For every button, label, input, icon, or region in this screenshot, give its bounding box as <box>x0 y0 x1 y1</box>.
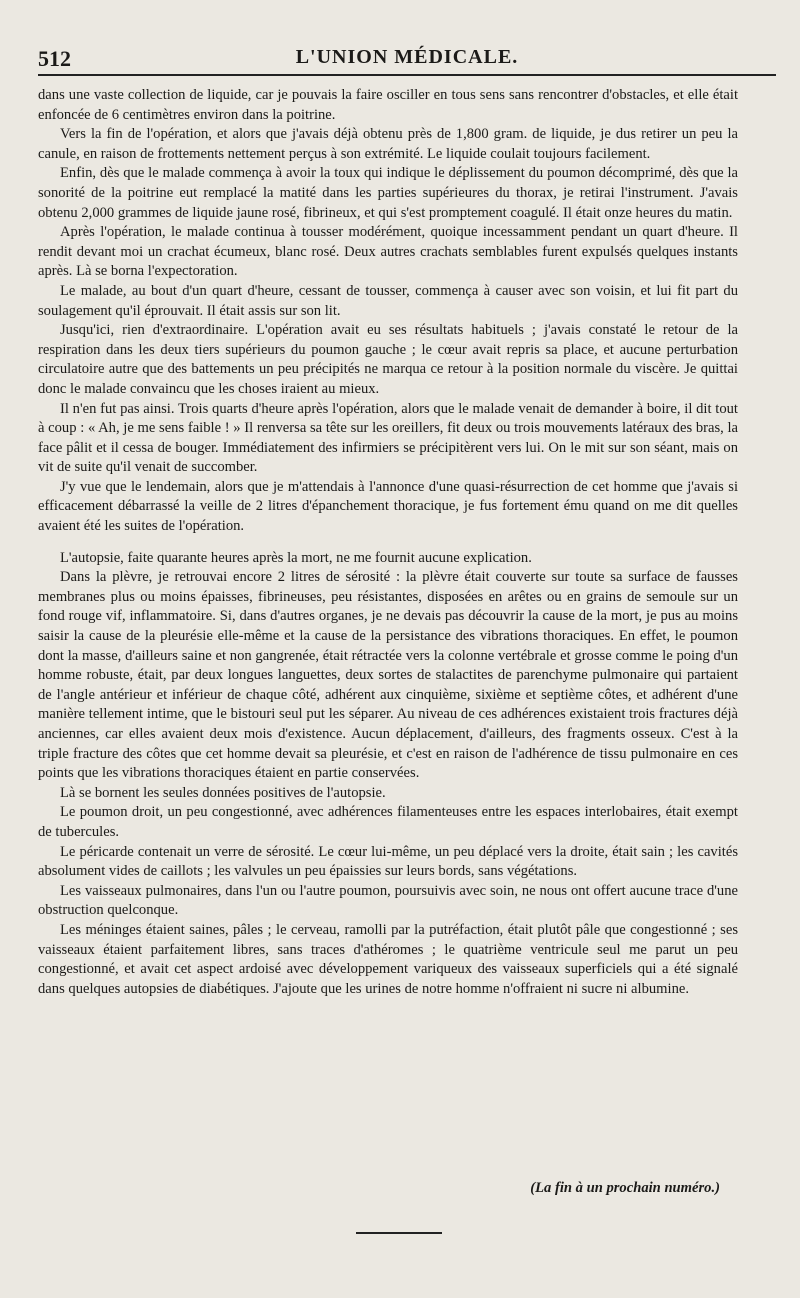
paragraph: Vers la fin de l'opération, et alors que j'avais déjà obtenu près de 1,800 gram. de liquide, je dus retirer un peu la canule, en raison de frottements nettement perçus à son extrémité. Le liquide coulait toujours facilement. <box>38 126 738 162</box>
paragraph: Le péricarde contenait un verre de sérosité. Le cœur lui-même, un peu déplacé vers la droite, était sain ; les cavités absolument vides de caillots ; les valvules un peu épaissies sur leurs bords, sans végétations. <box>38 843 738 880</box>
paragraph: Les vaisseaux pulmonaires, dans l'un ou l'autre poumon, poursuivis avec soin, ne nous ont offert aucune trace d'une obstruction quelconque. <box>38 882 738 919</box>
article-body <box>38 86 738 999</box>
paragraph: Là se bornent les seules données positives de l'autopsie. <box>60 784 386 801</box>
paragraph: Après l'opération, le malade continua à tousser modérément, quoique incessamment pendant un quart d'heure. Il rendit devant moi un crachat écumeux, blanc rosé. Deux autres crachats semblables furent expulsés quelques instants après. Là se borna l'expectoration. <box>38 224 738 280</box>
page-header <box>38 44 776 76</box>
journal-title: L'UNION MÉDICALE. <box>295 46 519 68</box>
paragraph: J'y vue que le lendemain, alors que je m'attendais à l'annonce d'une quasi-résurrection de cet homme que j'avais si efficacement débarrassé la veille de 2 litres d'épanchement thoracique, je fus fortement ému quand on me dit quelles avaient été les suites de l'opération. <box>38 478 738 535</box>
paragraph: Le poumon droit, un peu congestionné, avec adhérences filamenteuses entre les espaces interlobaires, était exempt de tubercules. <box>38 804 738 840</box>
continuation-note: (La fin à un prochain numéro.) <box>530 1180 720 1196</box>
page-number: 512 <box>38 46 71 71</box>
paragraph: Dans la plèvre, je retrouvai encore 2 litres de sérosité : la plèvre était couverte sur toute sa surface de fausses membranes plus ou moins épaisses, fibrineuses, peu résistantes, disposées en arêtes ou en grains de semoule sur un fond rouge vif, inflammatoire. Si, dans d'autres organes, je ne devais pas découvrir la cause de la mort, je pus au moins saisir la cause de la pleurésie elle-même et la cause de la persistance des vibrations thoraciques. En effet, le poumon dont la masse, d'ailleurs saine et non gangrenée, était rétractée vers la colonne vertébrale et grosse comme le poing d'un homme robuste, était, par deux longues languettes, deux sortes de stalactites de parenchyme pulmonaire qui partaient de l'angle antérieur et inférieur de chaque côté, adhérent aux cinquième, sixième et septième côtes, et adhérent d'une manière tellement intime, que le bistouri seul put les séparer. Au niveau de ces adhérences existaient trois fractures déjà anciennes, car elles avaient deux mois d'existence. Aucun déplacement, d'ailleurs, des fragments osseux. C'est à la triple fracture des côtes que cet homme devait sa pleurésie, et c'est en raison de l'adhérence de tissu pulmonaire en ces points que les vibrations thoraciques étaient en partie conservées. <box>38 569 738 782</box>
paragraph: Il n'en fut pas ainsi. Trois quarts d'heure après l'opération, alors que le malade venait de demander à boire, il dit tout à coup : « Ah, je me sens faible ! » Il renversa sa tête sur les oreillers, fit deux ou trois mouvements latéraux des bras, la face pâlit et il cessa de bouger. Immédiatement des infirmiers se précipitèrent vers lui. On le mit sur son séant, mais on vit de suite qu'il venait de succomber. <box>38 400 738 476</box>
paragraph: L'autopsie, faite quarante heures après la mort, ne me fournit aucune explication. <box>60 549 532 566</box>
paragraph: Jusqu'ici, rien d'extraordinaire. L'opération avait eu ses résultats habituels ; j'avais constaté le retour de la respiration dans les deux tiers supérieurs du poumon gauche ; le cœur avait repris sa place, et aucune perturbation circulatoire autre que des battements un peu précipités ne marqua ce retour à la position normale du viscère. Je quittai donc le malade convaincu que les choses iraient au mieux. <box>38 322 738 397</box>
paragraph: dans une vaste collection de liquide, car je pouvais la faire osciller en tous sens sans rencontrer d'obstacles, et elle était enfoncée de 6 centimètres environ dans la poitrine. <box>38 87 738 123</box>
paragraph: Les méninges étaient saines, pâles ; le cerveau, ramolli par la putréfaction, était plutôt pâle que congestionné ; ses vaisseaux étaient parfaitement libres, sans traces d'athéromes ; le quatrième ventricule seul me parut un peu congestionné, et avait cet aspect ardoisé avec développement variqueux des vaisseaux superficiels qui a été signalé dans quelques autopsies de diabétiques. J'ajoute que les urines de notre homme n'offraient ni sucre ni albumine. <box>38 921 738 997</box>
end-rule <box>356 1232 442 1234</box>
paragraph: Le malade, au bout d'un quart d'heure, cessant de tousser, commença à causer avec son voisin, et lui fit part du soulagement qu'il éprouvait. Il était assis sur son lit. <box>38 282 738 319</box>
paragraph: Enfin, dès que le malade commença à avoir la toux qui indique le déplissement du poumon décomprimé, dès que la sonorité de la poitrine eut remplacé la matité dans les parties supérieures du thorax, je retirai l'instrument. J'avais obtenu 2,000 grammes de liquide jaune rosé, fibrineux, et qui s'est promptement coagulé. Il était onze heures du matin. <box>38 165 738 221</box>
